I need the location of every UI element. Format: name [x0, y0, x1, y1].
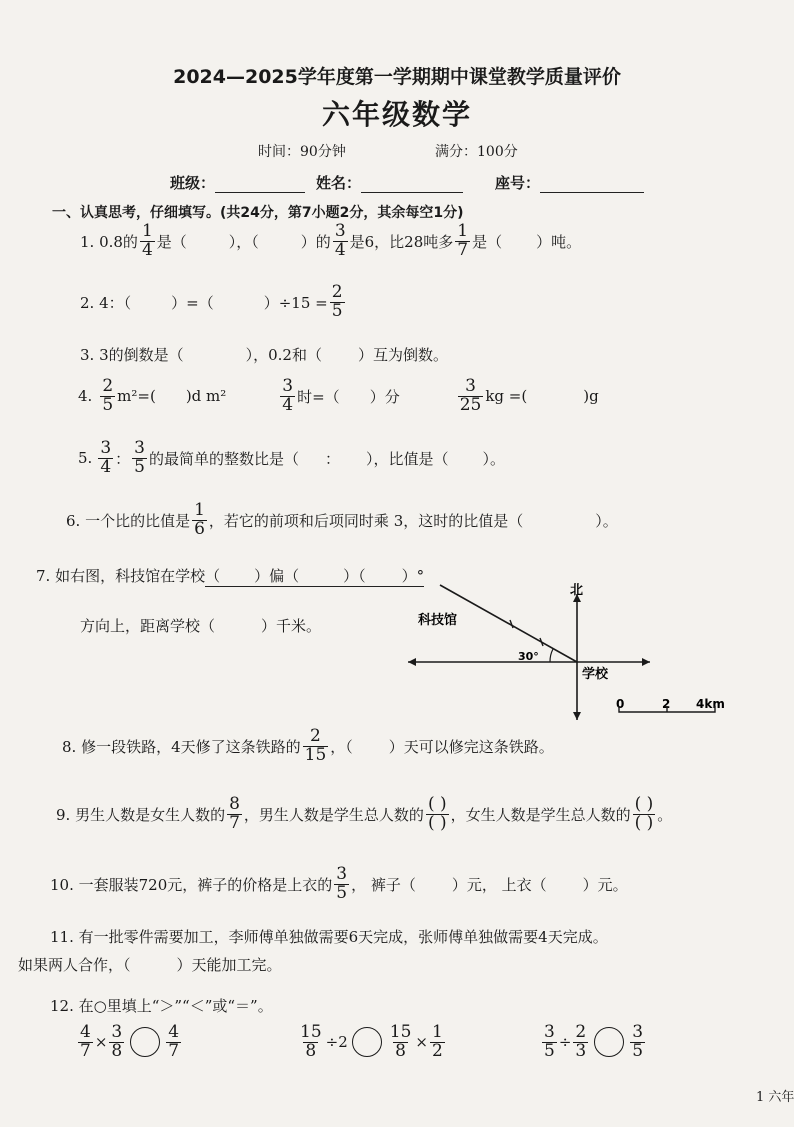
q5-number: 5.: [78, 449, 93, 468]
q2-text-a: 2. 4：（: [80, 293, 132, 312]
seat-label: 座号：: [495, 174, 541, 192]
exam-full-score: 满分：100分: [435, 144, 518, 160]
question-3: [80, 344, 448, 365]
question-11-line2: [18, 954, 282, 975]
q1-text-e: 是6，比28吨多: [349, 232, 454, 251]
question-6: [66, 502, 618, 539]
q7-text-line2a: 方向上，距离学校（: [80, 617, 216, 635]
fraction: $\frac{4}{7}$: [168, 1022, 180, 1061]
name-label: 姓名：: [316, 174, 362, 192]
q1-text-h: ）吨。: [536, 232, 582, 251]
q5-colon: ：: [115, 449, 131, 468]
name-input-line[interactable]: [361, 174, 463, 193]
operator: ×: [415, 1033, 428, 1052]
question-1: [80, 223, 581, 260]
name-field[interactable]: [316, 172, 463, 193]
comparison-3: [540, 1024, 647, 1061]
q9-text-c: ，女生人数是学生总人数的: [450, 805, 631, 824]
q4-text-d: ）分: [369, 387, 400, 406]
q6-text-a: 6. 一个比的比值是: [66, 511, 191, 530]
fraction: $\frac{3}{4}$: [100, 438, 112, 477]
compare-circle[interactable]: [352, 1027, 382, 1057]
question-7: [36, 565, 424, 587]
comparison-1: [76, 1024, 183, 1061]
angle-arc: [550, 649, 553, 662]
q5-text-c: ），比值是（: [366, 449, 449, 468]
fraction: $\frac{15}{8}$: [300, 1022, 322, 1061]
museum-direction-line: [440, 585, 577, 662]
question-11: 11. 有一批零件需要加工，李师傅单独做需要6天完成，张师傅单独做需要4天完成。: [50, 928, 608, 946]
angle-label: 30°: [518, 650, 539, 663]
q10-text-b: ， 裤子（: [351, 875, 416, 894]
q2-text-b: ）=（: [171, 293, 214, 312]
question-2: [80, 284, 347, 321]
south-arrow: [573, 712, 581, 720]
question-5: [78, 440, 505, 477]
fraction: $\frac{2}{5}$: [331, 282, 343, 321]
compare-circle[interactable]: [130, 1027, 160, 1057]
fraction: $\frac{2}{5}$: [102, 376, 114, 415]
q10-text-c: ）元， 上衣（: [451, 875, 547, 894]
fraction: $\frac{3}{4}$: [282, 376, 294, 415]
west-arrow: [408, 658, 416, 666]
q4-text-c: 时=（: [297, 387, 340, 406]
q7-text-a: 7. 如右图，科技馆在学校: [36, 567, 206, 585]
fraction: $\frac{1}{6}$: [194, 500, 205, 539]
q3-text-c: ）互为倒数。: [357, 346, 448, 364]
fraction: $\frac{1}{2}$: [431, 1022, 443, 1061]
fraction: $\frac{3}{8}$: [111, 1022, 123, 1061]
fraction: $\frac{2}{3}$: [575, 1022, 587, 1061]
q10-text-a: 10. 一套服装720元，裤子的价格是上衣的: [50, 875, 333, 894]
q3-text-a: 3. 3的倒数是（: [80, 346, 184, 364]
question-12: 12. 在○里填上“＞”“＜”或“＝”。: [50, 997, 273, 1015]
school-label: 学校: [582, 667, 609, 682]
exam-title: 2024—2025学年度第一学期期中课堂教学质量评价: [173, 66, 621, 88]
q8-text-c: ）天可以修完这条铁路。: [388, 737, 554, 756]
q11-text-b: ）天能加工完。: [176, 956, 282, 974]
q5-text-d: ）。: [482, 449, 506, 468]
east-arrow: [642, 658, 650, 666]
q8-text-a: 8. 修一段铁路，4天修了这条铁路的: [62, 737, 301, 756]
q8-text-b: ，（: [330, 737, 353, 756]
question-8: [62, 728, 554, 765]
page-footer: 1 六年: [756, 1090, 794, 1105]
q7-answer-line[interactable]: （ ）偏（ ）（ ）°: [205, 567, 425, 585]
operator: ×: [94, 1033, 108, 1052]
q4-text-a: m²=(: [117, 387, 156, 406]
fraction: $\frac{3}{5}$: [336, 864, 348, 903]
q9-text-b: ，男生人数是学生总人数的: [243, 805, 424, 824]
scale-4: 4km: [696, 697, 725, 711]
q5-text-a: 的最简单的整数比是（: [148, 449, 299, 468]
q9-text-a: 9. 男生人数是女生人数的: [56, 805, 226, 824]
q10-text-d: ）元。: [582, 875, 628, 894]
q1-text-g: 是（: [472, 232, 503, 251]
class-field[interactable]: [170, 172, 305, 193]
direction-diagram: [400, 580, 740, 730]
fraction: $\frac{4}{7}$: [80, 1022, 91, 1061]
q3-text-b: ），0.2和（: [245, 346, 322, 364]
fraction-answer[interactable]: $\frac{( )}{( )}$: [427, 794, 447, 833]
operator: ÷2: [325, 1033, 348, 1052]
q1-text-d: ）的: [300, 232, 331, 251]
q7-text-line2b: ）千米。: [261, 617, 322, 635]
q9-text-d: 。: [657, 805, 673, 824]
fraction: $\frac{1}{4}$: [141, 221, 153, 260]
question-4: [78, 378, 599, 415]
scale-2: 2: [662, 697, 671, 711]
q2-text-c: ）÷15 =: [263, 293, 328, 312]
q4-text-b: )d m²: [185, 387, 227, 406]
fraction: $\frac{3}{5}$: [632, 1022, 644, 1061]
seat-input-line[interactable]: [540, 174, 644, 193]
scale-0: 0: [616, 697, 625, 711]
question-10: [50, 866, 628, 903]
fraction: $\frac{3}{4}$: [334, 221, 346, 260]
q1-text-b: 是（: [156, 232, 187, 251]
q4-number: 4.: [78, 387, 93, 406]
section1-title: 一、认真思考，仔细填写。(共24分，第7小题2分，其余每空1分): [52, 205, 464, 221]
q11-text-a: 如果两人合作，（: [18, 956, 131, 974]
question-7-line2: [80, 615, 321, 636]
compare-circle[interactable]: [594, 1027, 624, 1057]
q4-text-f: )g: [583, 387, 599, 406]
fraction: $\frac{8}{7}$: [229, 794, 240, 833]
q1-text-c: ），（: [228, 232, 259, 251]
fraction: $\frac{3}{5}$: [134, 438, 145, 477]
q4-text-e: kg =(: [485, 387, 528, 406]
q6-text-b: ，若它的前项和后项同时乘 3，这时的比值是（: [208, 511, 524, 530]
fraction: $\frac{3}{5}$: [544, 1022, 555, 1061]
fraction: $\frac{3}{25}$: [459, 376, 482, 415]
fraction-answer[interactable]: $\frac{( )}{( )}$: [634, 794, 654, 833]
subject-title: 六年级数学: [321, 98, 472, 131]
fraction: $\frac{15}{8}$: [389, 1022, 412, 1061]
question-9: [56, 796, 672, 833]
exam-time: 时间：90分钟: [258, 144, 346, 160]
seat-field[interactable]: [495, 172, 644, 193]
north-label: 北: [570, 583, 584, 598]
class-input-line[interactable]: [215, 174, 305, 193]
class-label: 班级：: [170, 174, 216, 192]
q1-text-a: 1. 0.8的: [80, 232, 138, 251]
fraction: $\frac{2}{15}$: [304, 726, 327, 765]
comparison-2: [296, 1024, 447, 1061]
q6-text-c: ）。: [595, 511, 618, 530]
operator: ÷: [558, 1033, 572, 1052]
museum-label: 科技馆: [418, 613, 458, 628]
q5-text-b: ：: [325, 449, 341, 468]
fraction: $\frac{1}{7}$: [457, 221, 469, 260]
